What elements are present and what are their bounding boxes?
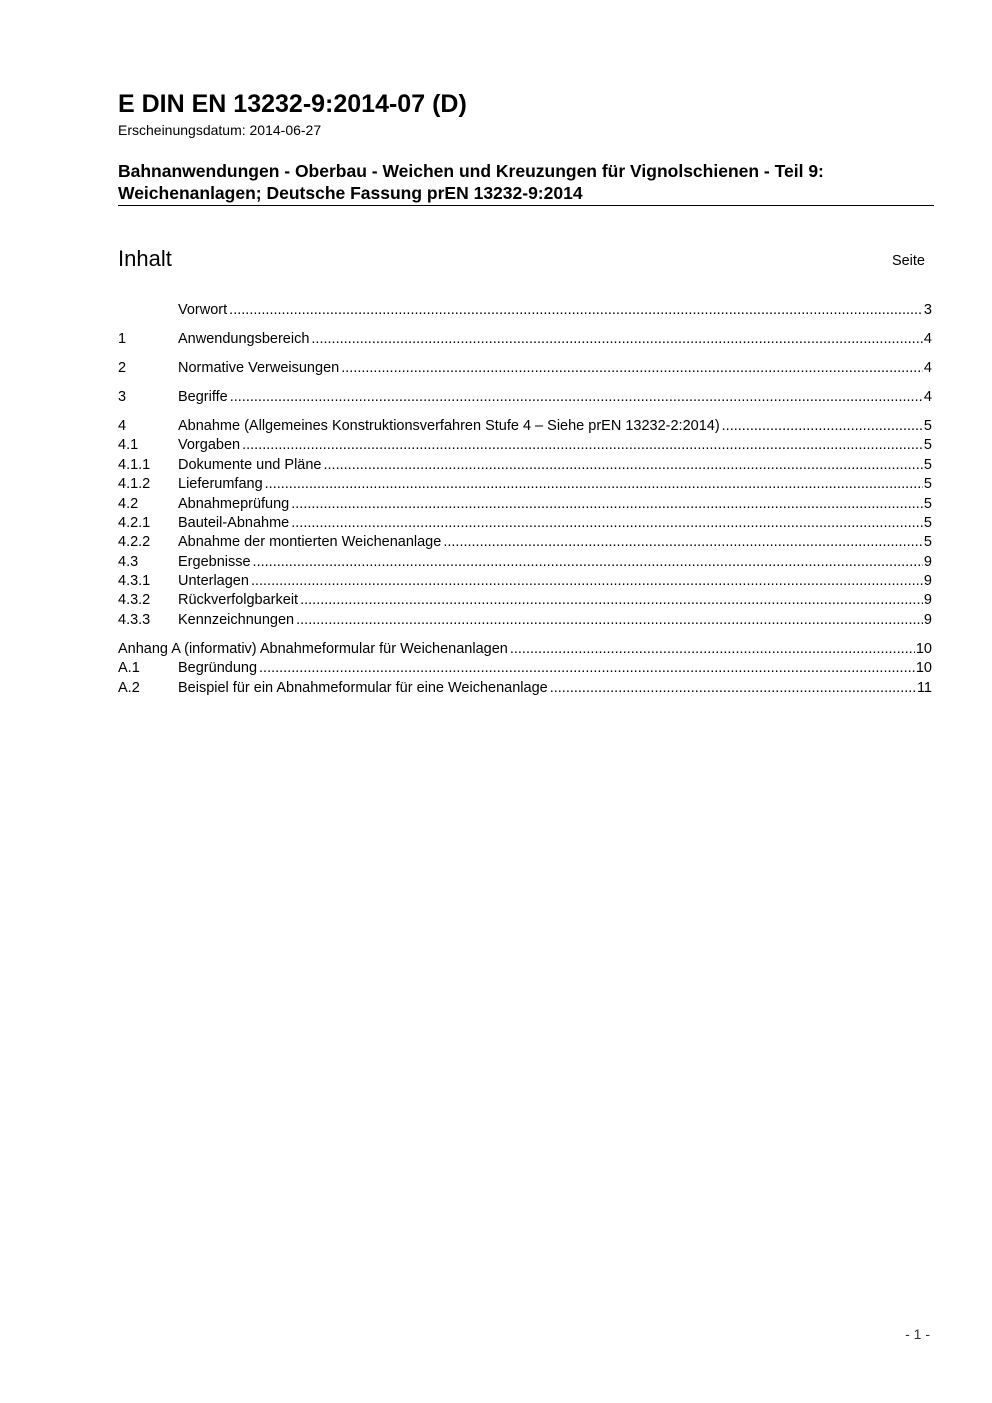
toc-entry-title: Kennzeichnungen xyxy=(178,611,295,628)
toc-entry-page: 5 xyxy=(923,456,932,473)
toc-leader-dots xyxy=(251,572,923,591)
toc-page-column-label: Seite xyxy=(891,253,925,269)
toc-entry-title: Beispiel für ein Abnahmeformular für eine Weichenanlage xyxy=(178,679,548,696)
toc-entry-page: 9 xyxy=(923,553,932,570)
toc-entry-page: 10 xyxy=(915,660,932,677)
toc-entry-number: 4.1.1 xyxy=(118,456,151,473)
toc-leader-dots xyxy=(443,533,923,552)
toc-entry-number: 4.2.1 xyxy=(118,514,151,531)
toc-entry-a-1[interactable] xyxy=(118,659,932,678)
toc-entry-title: Begründung xyxy=(178,660,258,677)
toc-entry-title: Lieferumfang xyxy=(178,476,263,493)
toc-entry-number: 4.3.2 xyxy=(118,592,151,609)
toc-entry-title: Rückverfolgbarkeit xyxy=(178,592,299,609)
toc-entry-a-2[interactable] xyxy=(118,679,932,698)
toc-entry-number: 4.3.3 xyxy=(118,611,151,628)
toc-entry-page: 9 xyxy=(923,573,932,590)
toc-entry-title: Anwendungsbereich xyxy=(178,330,310,347)
toc-entry-4-3-1[interactable] xyxy=(118,572,932,591)
toc-entry-title: Abnahme (Allgemeines Konstruktionsverfahren Stufe 4 – Siehe prEN 13232-2:2014) xyxy=(178,417,720,434)
toc-entry-title: Abnahme der montierten Weichenanlage xyxy=(178,534,442,551)
toc-entry-page: 4 xyxy=(923,359,932,376)
toc-leader-dots xyxy=(291,514,923,533)
toc-entry-1[interactable] xyxy=(118,330,932,349)
toc-entry-4-3-2[interactable] xyxy=(118,591,932,610)
toc-entry-title: Normative Verweisungen xyxy=(178,359,340,376)
toc-entry-page: 11 xyxy=(916,679,932,696)
toc-entry-number: 3 xyxy=(118,388,127,405)
toc-entry-4-1-2[interactable] xyxy=(118,475,932,494)
toc-entry-page: 5 xyxy=(923,514,932,531)
toc-heading: Inhalt xyxy=(118,246,172,271)
toc-entry-page: 10 xyxy=(915,640,932,657)
toc-entry-title: Vorwort xyxy=(178,302,228,318)
toc-entry-title: Vorgaben xyxy=(178,437,241,454)
toc-entry-page: 9 xyxy=(923,611,932,628)
toc-entry-page: 3 xyxy=(923,302,932,318)
toc-entry-title: Dokumente und Pläne xyxy=(178,456,322,473)
toc-leader-dots xyxy=(291,495,923,514)
toc-entry-page: 4 xyxy=(923,388,932,405)
toc-entry-page: 5 xyxy=(923,495,932,512)
toc-entry-number: 4.3 xyxy=(118,553,139,570)
table-of-contents xyxy=(118,301,932,698)
toc-entry-page: 4 xyxy=(923,330,932,347)
toc-entry-number: 4 xyxy=(118,417,127,434)
toc-entry-4[interactable] xyxy=(118,417,932,436)
toc-entry-title: Anhang A (informativ) Abnahmeformular für Weichenanlagen xyxy=(118,640,508,657)
toc-entry-anhang-a[interactable] xyxy=(118,640,932,659)
toc-leader-dots xyxy=(311,330,923,349)
toc-entry-4-2[interactable] xyxy=(118,495,932,514)
toc-entry-number: 4.2 xyxy=(118,495,139,512)
toc-entry-number: 1 xyxy=(118,330,127,347)
toc-entry-page: 9 xyxy=(923,592,932,609)
toc-entry-number: A.1 xyxy=(118,660,140,677)
toc-entry-number: 4.1 xyxy=(118,437,139,454)
toc-entry-title: Unterlagen xyxy=(178,573,249,590)
toc-entry-number: A.2 xyxy=(118,679,140,696)
toc-entry-page: 5 xyxy=(923,417,932,434)
toc-entry-number: 4.1.2 xyxy=(118,476,151,493)
toc-leader-dots xyxy=(300,591,923,610)
toc-entry-number: 2 xyxy=(118,359,127,376)
toc-leader-dots xyxy=(550,679,916,698)
subtitle-line-1: Bahnanwendungen - Oberbau - Weichen und Kreuzungen für Vignolschienen - Teil 9: xyxy=(118,161,824,181)
publication-date: Erscheinungsdatum: 2014-06-27 xyxy=(118,122,322,138)
toc-entry-4-2-2[interactable] xyxy=(118,533,932,552)
toc-leader-dots xyxy=(265,475,923,494)
toc-entry-title: Bauteil-Abnahme xyxy=(178,514,290,531)
header-divider xyxy=(118,205,934,206)
toc-entry-title: Abnahmeprüfung xyxy=(178,495,290,512)
toc-entry-number: 4.2.2 xyxy=(118,534,151,551)
toc-leader-dots xyxy=(230,388,923,407)
toc-entry-4-1[interactable] xyxy=(118,436,932,455)
toc-leader-dots xyxy=(253,553,923,572)
toc-entry-title: Ergebnisse xyxy=(178,553,251,570)
toc-leader-dots xyxy=(259,659,915,678)
toc-entry-4-2-1[interactable] xyxy=(118,514,932,533)
toc-leader-dots xyxy=(324,456,923,475)
toc-leader-dots xyxy=(510,640,915,659)
toc-leader-dots xyxy=(242,436,923,455)
toc-entry-page: 5 xyxy=(923,534,932,551)
toc-entry-4-1-1[interactable] xyxy=(118,456,932,475)
toc-leader-dots xyxy=(296,611,923,630)
toc-leader-dots xyxy=(722,417,923,436)
toc-entry-4-3-3[interactable] xyxy=(118,611,932,630)
toc-entry-4-3[interactable] xyxy=(118,553,932,572)
toc-entry-title: Begriffe xyxy=(178,388,228,405)
toc-entry-number: 4.3.1 xyxy=(118,573,151,590)
toc-leader-dots xyxy=(229,301,923,320)
toc-entry-2[interactable] xyxy=(118,359,932,378)
toc-entry-page: 5 xyxy=(923,437,932,454)
page-number: - 1 - xyxy=(905,1326,930,1342)
toc-entry-page: 5 xyxy=(923,476,932,493)
document-subtitle xyxy=(118,160,938,204)
document-title: E DIN EN 13232-9:2014-07 (D) xyxy=(118,90,467,118)
toc-entry-3[interactable] xyxy=(118,388,932,407)
toc-entry-vorwort[interactable] xyxy=(118,301,932,320)
toc-leader-dots xyxy=(341,359,923,378)
subtitle-line-2: Weichenanlagen; Deutsche Fassung prEN 13232-9:2014 xyxy=(118,183,583,203)
